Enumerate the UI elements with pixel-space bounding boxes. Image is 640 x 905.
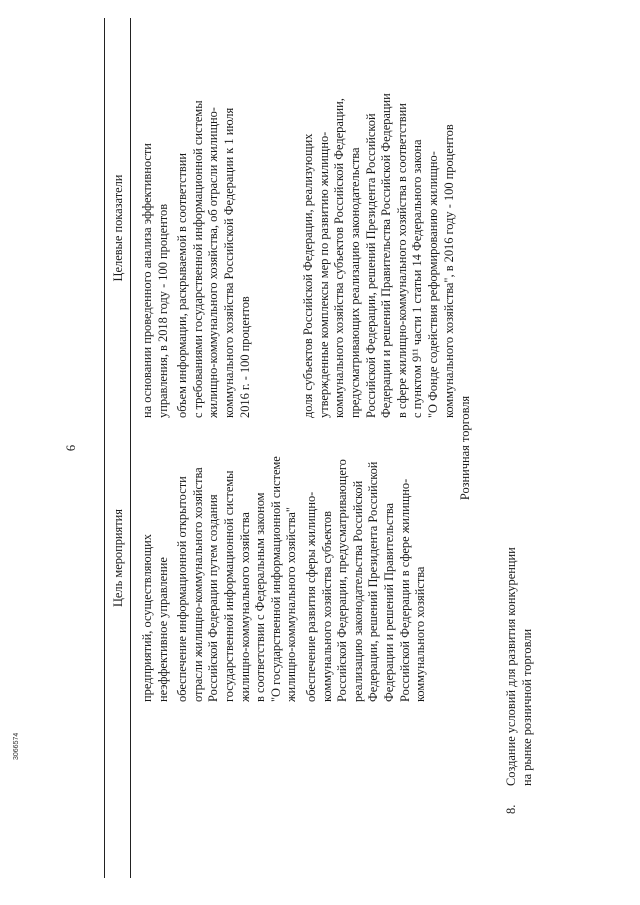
page-number: 6 xyxy=(64,444,78,452)
section-heading: Розничная торговля xyxy=(458,395,472,501)
goal-row-1: предприятий, осуществляющих неэффективное управление xyxy=(140,534,170,702)
row-title: Создание условий для развития конкуренции на рынке розничной торговли xyxy=(504,547,534,786)
goal-row-3: обеспечение развития сферы жилищно- коммунального хозяйства субъектов Российской Федерации, предусматривающего реализацию законодательства Российской Федерации, решений Президента Российской Федерации и решений Правительства Российской Федерации в сфере жилищно- коммунального хозяйства xyxy=(303,459,428,702)
header-goal: Цель мероприятия xyxy=(111,509,125,608)
header-top-rule xyxy=(104,18,105,878)
document-stamp-code: 3066574 xyxy=(13,732,20,760)
header-targets: Целевые показатели xyxy=(111,174,125,282)
header-bottom-rule xyxy=(130,18,131,878)
row-number: 8. xyxy=(504,804,518,814)
target-row-2: объем информации, раскрываемой в соответствии с требованиями государственной информационной системы жилищно-коммунального хозяйства, об отрасли жилищно- коммунального хозяйства Российской Федерации к 1 июля 2016 г. - 100 процентов xyxy=(175,100,252,418)
landscape-sheet xyxy=(60,18,580,878)
target-row-3: доля субъектов Российской Федерации, реализующих утвержденные комплексы мер по развитию жилищно- коммунального хозяйства субъектов Российской Федерации, предусматривающих реализацию законодательства Российской Федерации, решений Президента Российской Федерации и решений Правительства Российской Федерации в сфере жилищно-коммунального хозяйства в соответствии с пунктом 9¹¹ части 1 статьи 14 Федерального закона "О Фонде содействия реформированию жилищно- коммунального хозяйства", в 2016 году - 100 процентов xyxy=(301,93,456,418)
target-row-1: на основании проведенного анализа эффективности управления, в 2018 году - 100 процентов xyxy=(140,143,170,418)
goal-row-2: обеспечение информационной открытости отрасли жилищно-коммунального хозяйства Российской Федерации путем создания государственной информационной системы жилищно-коммунального хозяйства в соответствии с Федеральным законом "О государственной информационной системе жилищно-коммунального хозяйства" xyxy=(175,456,299,702)
target-column xyxy=(140,18,461,418)
